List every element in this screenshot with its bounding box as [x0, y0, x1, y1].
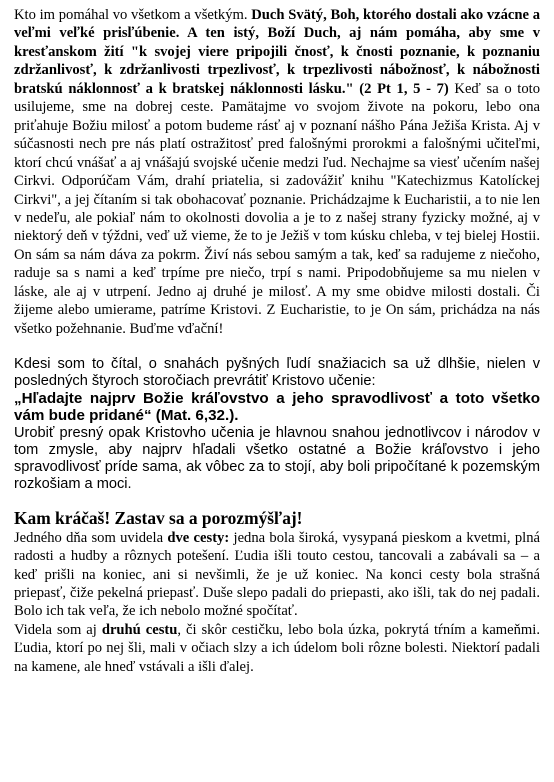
paragraph-text: Keď sa o toto usilujeme, sme na dobrej ceste. Pamätajme vo svojom živote na pokoru, lebo ona priťahuje Božiu milosť a potom budeme rásť aj v poznaní nášho Pána Ježiša Krista. Aj v súčasnosti nech pre nás platí ostražitosť pred falošnými prorokmi a falošnými učiteľmi, ktorí chcú vnášať a aj vnášajú svojské učenie medzi ľud. Nechajme sa viesť učením našej Cirkvi. Odporúčam Vám, drahí priatelia, si zadovážiť knihu "Katechizmus Katolíckej Cirkvi", a jej čítaním si tak obohacovať poznanie. Prichádzajme k Eucharistii, a to nie len v nedeľu, ale pokiaľ nám to okolnosti dovolia a je to z našej strany fyzicky možné, aj v niektorý deň v týždni, veď už vieme, že to je Ježiš v tom kúsku chleba, v tej bielej Hostii. On sám sa nám dáva za pokrm. Živí nás sebou samým a tak, keď sa radujeme z niečoho, raduje sa s nami a keď trpíme pre niečo, trpí s nami. Pripodobňujeme sa mu nielen v láske, ale aj v utrpení. Jedno aj druhé je milosť. A my sme obidve milosti dostali. Či žijeme alebo umierame, patríme Kristovi. Z Eucharistie, to je On sám, prichádza na nás všetko požehnanie. Buďme vďační!: [14, 80, 540, 337]
bold-phrase: druhú cestu: [101, 621, 178, 638]
paragraph-kingdom: [14, 356, 540, 492]
paragraph-intro: Kdesi som to čítal, o snahách pyšných ľudí snažiacich sa už dlhšie, nielen v posledných štyroch storočiach prevrátiť Kristovo učenie:: [14, 356, 540, 390]
spacer: [14, 338, 540, 356]
paragraph-holy-spirit: [14, 6, 540, 338]
paragraph-text: Jedného dňa som uvidela: [14, 529, 168, 546]
paragraph-text: jedna bola široká, vysypaná pieskom a kvetmi, plná radosti a hudby a rôznych potešení. Ľudia išli touto cestou, tancovali a zabávali sa – a keď prišli na koniec, ani si nevšimli, že je už koniec. Na konci cesty bola strašná priepasť, čiže pekelná priepasť. Duše slepo padali do priepasti, ako išli, tak do nej padali. Bolo ich tak veľa, že ich nebolo možné spočítať.: [14, 529, 540, 620]
bold-quote: „Hľadajte najprv Božie kráľovstvo a jeho spravodlivosť a toto všetko vám bude pridané“ (Mat. 6,32.).: [14, 389, 540, 425]
paragraph-text: Videla som aj: [14, 621, 102, 638]
paragraph-text: Kto im pomáhal vo všetkom a všetkým.: [14, 7, 252, 23]
section-heading: Kam kráčaš! Zastav sa a porozmýšľaj!: [14, 507, 303, 528]
paragraph-second-road: [14, 621, 540, 676]
bold-scripture-passage: Duch Svätý, Boh, ktorého dostali ako vzácne a veľmi veľké prisľúbenie. A ten istý, Boží Duch, aj nám pomáha, aby sme v kresťanskom žití "k svojej viere pripojili čnosť, k čnosti poznanie, k poznaniu zdržanlivosť, k zdržanlivosti trpezlivosť, k trpezlivosti nábožnosť, k nábožnosti bratskú náklonnosť a k bratskej náklonnosti lásku." (2 Pt 1, 5 - 7): [14, 7, 540, 97]
spacer: [14, 493, 540, 508]
bold-phrase: dve cesty:: [167, 529, 230, 546]
paragraph-text: , či skôr cestičku, lebo bola úzka, pokrytá tŕním a kameňmi. Ľudia, ktorí po nej šli, mali v očiach slzy a ich údelom boli rôzne bolesti. Niektorí padali na kamene, ale hneď vstávali a išli ďalej.: [14, 621, 540, 675]
document-page: [14, 6, 540, 676]
paragraph-two-roads: [14, 529, 540, 621]
paragraph-text: Urobiť presný opak Kristovho učenia je hlavnou snahou jednotlivcov i národov v tom zmysle, aby najprv hľadali všetko ostatné a Božie kráľovstvo i jeho spravodlivosť príde sama, ak vôbec za to stojí, aby boli pripočítané k pozemským rozkošiam a moci.: [14, 424, 540, 492]
